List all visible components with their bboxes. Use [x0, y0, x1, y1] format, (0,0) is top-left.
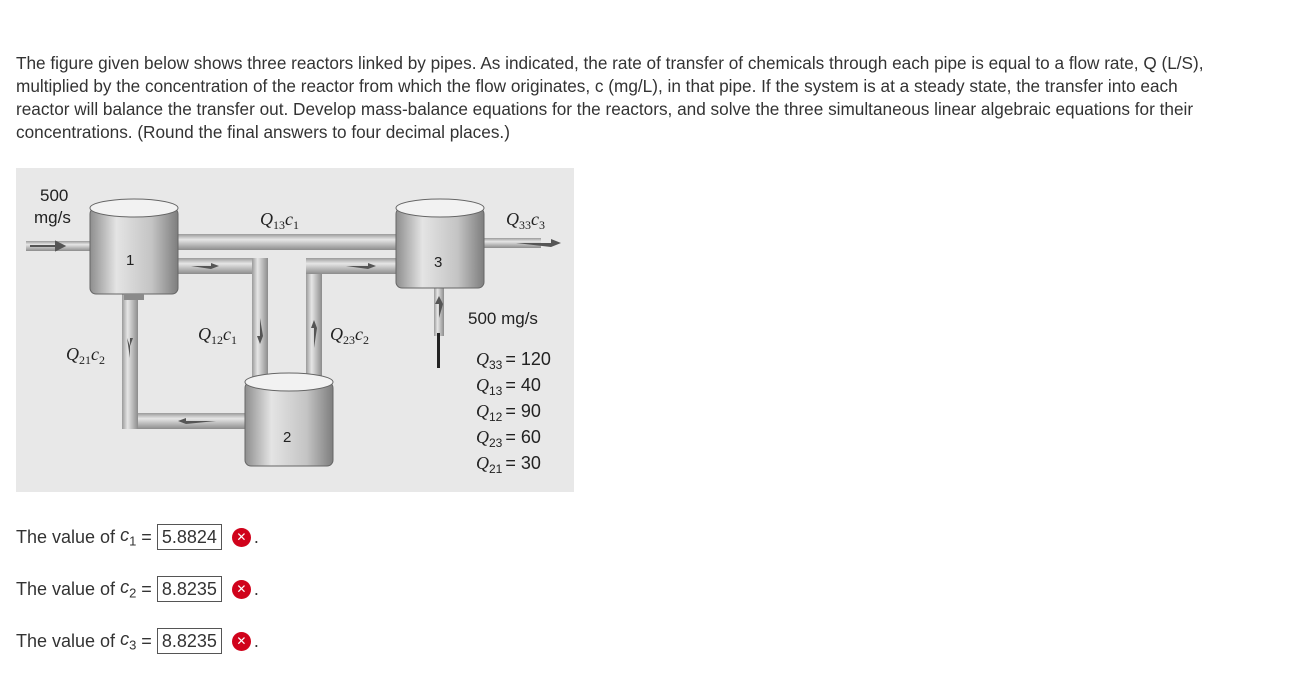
answer-variable: $c_3$	[120, 629, 137, 653]
answer-row-c2	[16, 576, 259, 602]
reactor-3-label: 3	[434, 254, 443, 271]
inflow-left-unit: mg/s	[34, 208, 71, 227]
reactor-figure	[16, 168, 574, 492]
label-q33: $Q_{33}c_3$	[506, 209, 545, 232]
flow-value-q13: $Q_{13} = 40$	[476, 375, 541, 398]
problem-text: The figure given below shows three reactors linked by pipes. As indicated, the rate of transfer of chemicals through each pipe is equal to a flow rate, Q (L/S), multiplied by the concentration of the reactor from which the flow originates, c (mg/L), in that pipe. If the system is at a steady state, the transfer into each reactor will balance the transfer out. Develop mass-balance equations for the reactors, and solve the three simultaneous linear algebraic equations for their concentrations. (Round the final answers to four decimal places.)	[16, 53, 1204, 142]
flow-value-q23: $Q_{23} = 60$	[476, 427, 541, 450]
pipe-q13	[176, 234, 406, 250]
inflow-bottom-label: 500 mg/s	[468, 309, 538, 328]
equals-sign: =	[141, 526, 152, 547]
label-q23: $Q_{23}c_2$	[330, 324, 369, 347]
flow-value-q33: $Q_{33} = 120$	[476, 349, 551, 372]
answer-suffix: .	[253, 630, 259, 651]
wrong-x-icon: ✕	[232, 528, 251, 547]
answer-prefix: The value of	[16, 630, 116, 651]
answer-row-c1	[16, 524, 259, 550]
flow-value-q21: $Q_{21} = 30$	[476, 453, 541, 476]
reactor-2	[245, 373, 333, 466]
label-q13: $Q_{13}c_1$	[260, 209, 299, 232]
answer-field-c1[interactable]: 5.8824	[157, 524, 222, 550]
reactor-1-label: 1	[126, 252, 135, 269]
equals-sign: =	[141, 578, 152, 599]
answer-field-c2[interactable]: 8.8235	[157, 576, 222, 602]
equals-sign: =	[141, 630, 152, 651]
reactor-2-label: 2	[283, 429, 292, 446]
reactor-1	[90, 199, 178, 300]
reactor-3	[396, 199, 484, 288]
answer-variable: $c_2$	[120, 577, 137, 601]
answer-variable: $c_1$	[120, 525, 137, 549]
answer-row-c3	[16, 628, 259, 654]
answer-prefix: The value of	[16, 526, 116, 547]
answer-suffix: .	[253, 578, 259, 599]
answer-suffix: .	[253, 526, 259, 547]
inflow-left-value: 500	[40, 186, 69, 205]
answer-prefix: The value of	[16, 578, 116, 599]
inflow-stem	[437, 333, 440, 368]
reactor-diagram	[16, 168, 574, 492]
wrong-x-icon: ✕	[232, 632, 251, 651]
label-q21: $Q_{21}c_2$	[66, 344, 105, 367]
answer-field-c3[interactable]: 8.8235	[157, 628, 222, 654]
problem-statement	[16, 52, 1206, 144]
pipe-q21-vertical	[122, 288, 138, 429]
flow-value-q12: $Q_{12} = 90$	[476, 401, 541, 424]
flow-values	[476, 349, 551, 476]
wrong-x-icon: ✕	[232, 580, 251, 599]
label-q12: $Q_{12}c_1$	[198, 324, 237, 347]
